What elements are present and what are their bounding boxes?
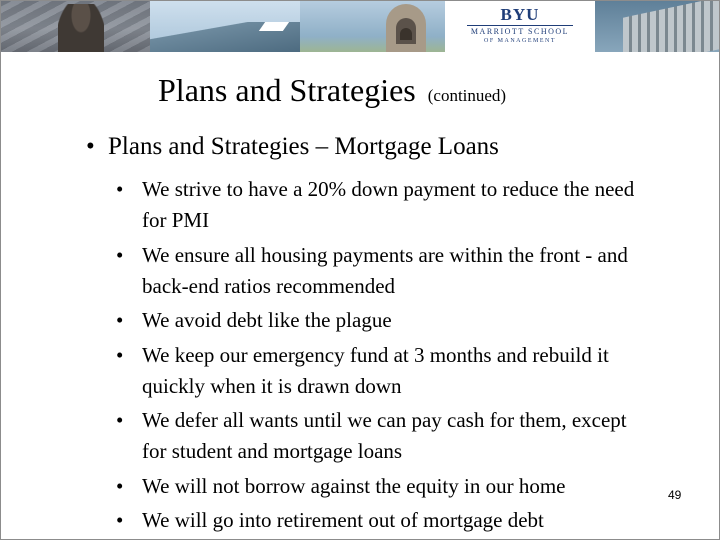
list-item: [116, 405, 656, 467]
sub-bullet-list: [116, 174, 656, 540]
bullet-icon: •: [116, 473, 124, 498]
slide-title: [158, 72, 506, 109]
list-item: [116, 340, 656, 402]
bullet-icon: •: [86, 133, 95, 160]
list-item: [116, 240, 656, 302]
page-number: 49: [668, 488, 682, 502]
bullet-icon: •: [116, 342, 124, 367]
list-item-text: We keep our emergency fund at 3 months and rebuild it quickly when it is drawn down: [142, 342, 609, 398]
bullet-icon: •: [116, 177, 124, 201]
slide-title-text: Plans and Strategies: [158, 72, 416, 108]
list-item-text: We avoid debt like the plague: [142, 308, 392, 332]
mountain-y-photo: [150, 0, 300, 52]
byu-marriott-logo: [445, 0, 595, 52]
logo-divider: [467, 25, 573, 26]
list-item-text: We ensure all housing payments are within the front - and back-end ratios recommended: [142, 242, 628, 298]
list-item-text: We will not borrow against the equity in our home: [142, 473, 566, 498]
bell-tower-photo: [300, 0, 445, 52]
bullet-icon: •: [116, 242, 124, 267]
list-item-text: We will go into retirement out of mortgage debt: [142, 508, 544, 532]
list-item: [116, 305, 656, 336]
bell-icon: [400, 28, 412, 40]
list-item-text: We strive to have a 20% down payment to reduce the need for PMI: [142, 177, 635, 232]
logo-school-text: MARRIOTT SCHOOL: [470, 27, 570, 36]
list-item: [116, 471, 656, 502]
slide-title-suffix: (continued): [427, 86, 507, 105]
bullet-icon: •: [116, 508, 124, 532]
list-item: [116, 174, 656, 236]
statue-photo: [0, 0, 150, 52]
building-photo: [595, 0, 720, 52]
main-bullet-text: Plans and Strategies – Mortgage Loans: [108, 133, 499, 160]
logo-byu-text: BYU: [500, 5, 540, 24]
list-item: [116, 505, 656, 536]
bullet-icon: •: [116, 308, 124, 332]
statue-figure: [58, 4, 104, 52]
list-item-text: We defer all wants until we can pay cash for them, except for student and mortgage loans: [142, 408, 627, 463]
logo-subtitle-text: OF MANAGEMENT: [484, 38, 556, 44]
header-photo-banner: [0, 0, 720, 52]
bullet-icon: •: [116, 408, 124, 432]
building-facade: [623, 0, 720, 52]
